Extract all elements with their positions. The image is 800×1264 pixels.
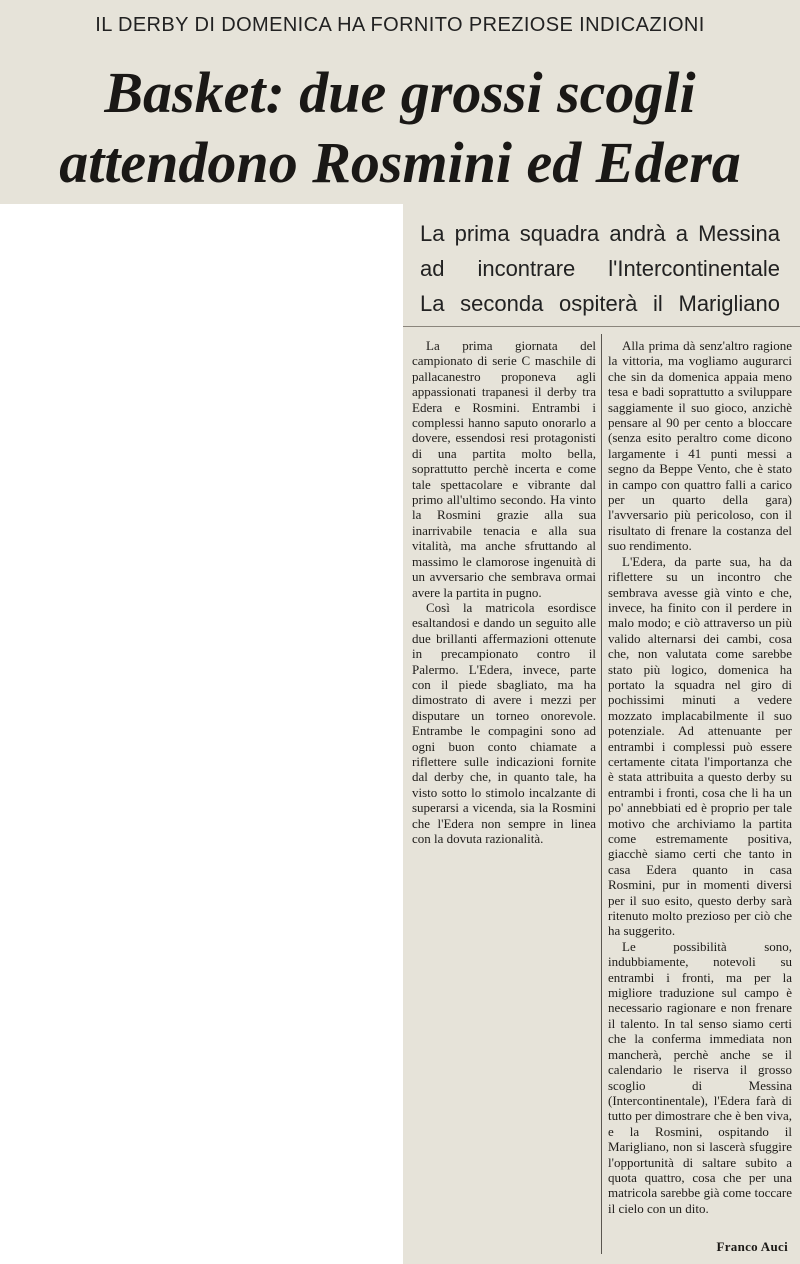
article-kicker: IL DERBY DI DOMENICA HA FORNITO PREZIOSE INDICAZIONI — [95, 14, 705, 36]
horizontal-rule — [403, 326, 800, 327]
blank-area — [0, 204, 403, 1264]
text-column-1 — [412, 338, 596, 846]
subheadline-line-1: La prima squadra andrà a Messina — [420, 221, 780, 246]
paragraph: La prima giornata del campionato di serie C maschile di pallacanestro proponeva agli appassionati trapanesi il derby tra Edera e Rosmini. Entrambi i complessi hanno saputo onorarlo a dovere, essendosi resi protagonisti di una partita molto bella, soprattutto perchè incerta e come tale spettacolare e vibrante dal primo all'ultimo secondo. Ha vinto la Rosmini grazie alla sua inarrivabile tenacia e alla sua vitalità, ma anche sfruttando al massimo le clamorose ingenuità di un avversario che sembrava ormai avere la partita in pugno. — [412, 338, 596, 600]
headline-line-2: attendono Rosmini ed Edera — [59, 130, 741, 195]
headline-line-1: Basket: due grossi scogli — [104, 60, 696, 125]
subheadline-line-2: ad incontrare l'Intercontinentale — [420, 256, 780, 281]
article-byline: Franco Auci — [716, 1239, 788, 1254]
text-column-2 — [608, 338, 792, 1216]
column-divider — [601, 334, 602, 1254]
paragraph: Alla prima dà senz'altro ragione la vittoria, ma vogliamo augurarci che sin da domenica appaia meno tesa e badi soprattutto a sviluppare saggiamente il suo gioco, anzichè pensare al 90 per cento a bloccare (senza esito peraltro come dicono largamente i 41 punti messi a segno da Beppe Vento, che è stato in campo con quattro falli a carico per un quarto della gara) l'avversario più pericoloso, con il risultato di frenare la costanza del suo rendimento. — [608, 338, 792, 554]
article-headline — [0, 58, 800, 198]
article-subheadline — [420, 216, 780, 321]
subheadline-line-3: La seconda ospiterà il Marigliano — [420, 291, 780, 316]
paragraph: L'Edera, da parte sua, ha da riflettere su un incontro che sembrava avesse già vinto e che, invece, ha finito con il perdere in malo modo; e ciò attraverso un più valido alternarsi dei cambi, cosa che, non valutata come sarebbe stato più logico, domenica ha portato la squadra nel giro di pochissimi minuti a vedere mozzato implacabilmente il suo potenziale. Ad attenuante per entrambi i complessi può essere certamente citata l'importanza che è stata attribuita a questo derby su entrambi i fronti, cosa che li ha un po' annebbiati ed è proprio per tale motivo che archiviamo la partita come estremamente positiva, giacchè siamo certi che tanto in casa Edera quanto in casa Rosmini, pur in momenti diversi per il suo esito, questo derby sarà ritenuto molto prezioso per ciò che ha suggerito. — [608, 553, 792, 939]
paragraph: Le possibilità sono, indubbiamente, notevoli su entrambi i fronti, ma per la migliore traduzione sul campo è necessario ragionare e non frenare il talento. In tal senso siamo certi che la conferma immediata non mancherà, perchè anche se il calendario le riserva il grosso scoglio di Messina (Intercontinentale), l'Edera farà di tutto per dimostrare che è ben viva, e la Rosmini, ospitando il Marigliano, non si lascerà sfuggire l'opportunità di saltare subito a quota quattro, cosa che per una matricola sarebbe già come toccare il cielo con un dito. — [608, 938, 792, 1216]
paragraph: Così la matricola esordisce esaltandosi e dando un seguito alle due brillanti affermazioni ottenute in precampionato contro il Palermo. L'Edera, invece, parte con il piede sbagliato, ma ha dimostrato di avere i mezzi per disputare un torneo onorevole. Entrambe le compagini sono ad ogni buon conto chiamate a riflettere sulle indicazioni fornite dal derby che, in quanto tale, ha visto sotto lo stimolo incalzante di superarsi a vicenda, sia la Rosmini che l'Edera non sempre in linea con la dovuta razionalità. — [412, 599, 596, 846]
